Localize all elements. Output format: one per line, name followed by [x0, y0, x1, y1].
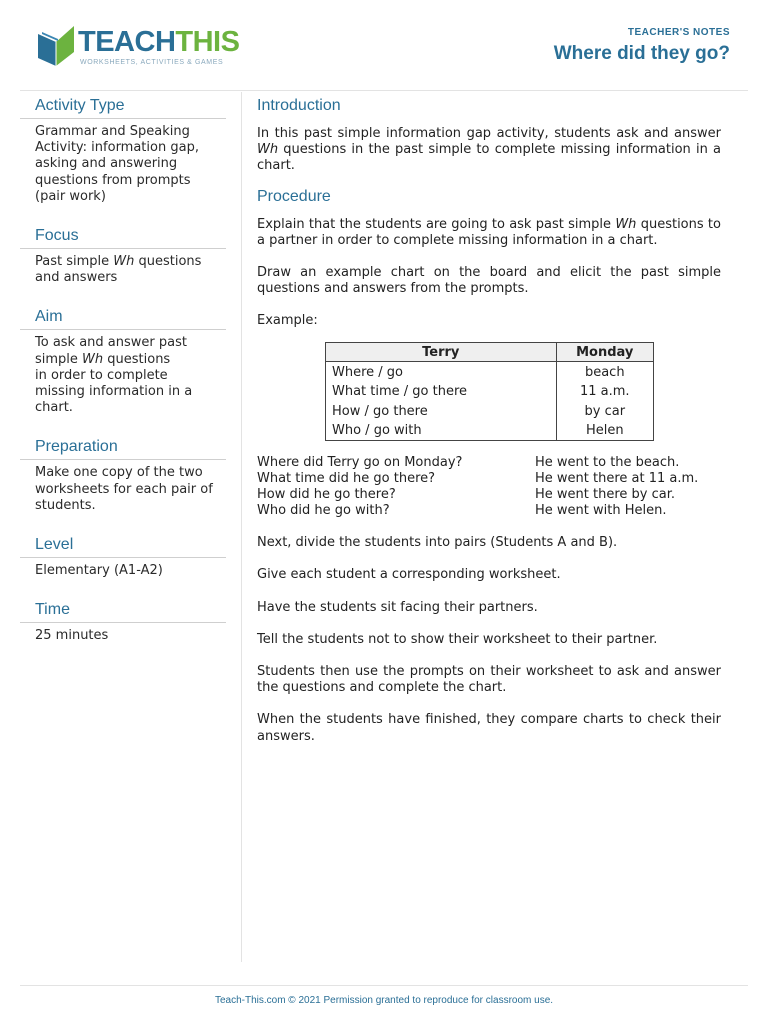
procedure-step: Give each student a corresponding worksheet. — [257, 567, 561, 583]
page-title: Where did they go? — [553, 43, 730, 64]
example-question: Where did Terry go on Monday? — [257, 455, 463, 471]
example-question: How did he go there? — [257, 486, 396, 502]
procedure-step: Students then use the prompts on their worksheet to ask and answer the questions and complete the chart. — [257, 664, 721, 696]
example-answer: He went to the beach. — [535, 455, 680, 471]
table-cell: Who / go with — [326, 421, 557, 441]
table-row — [326, 382, 654, 402]
table-cell: by car — [556, 401, 653, 421]
example-label: Example: — [257, 313, 318, 329]
example-answer: He went there by car. — [535, 486, 676, 502]
focus-text: Past simple Wh questions and answers — [35, 254, 202, 286]
footer-divider — [20, 985, 748, 986]
level-section — [20, 535, 226, 579]
table-cell: How / go there — [326, 401, 557, 421]
preparation-text: Make one copy of the two worksheets for each pair of students. — [35, 465, 213, 513]
procedure-step: Have the students sit facing their partners. — [257, 599, 538, 615]
activity-type-heading: Activity Type — [20, 96, 226, 119]
procedure-step: When the students have finished, they compare charts to check their answers. — [257, 712, 721, 744]
teach-this-logo — [36, 22, 240, 72]
table-header-row — [326, 343, 654, 362]
introduction-heading: Introduction — [257, 97, 341, 114]
focus-section — [20, 226, 226, 286]
column-header: Monday — [556, 343, 653, 362]
time-section — [20, 600, 226, 644]
table-cell: Where / go — [326, 362, 557, 382]
table-row — [326, 401, 654, 421]
activity-type-text: Grammar and Speaking Activity: information gap, asking and answering questions from prompts (pair work) — [35, 124, 199, 204]
procedure-paragraph: Explain that the students are going to ask past simple Wh questions to a partner in order to complete missing information in a chart. — [257, 216, 721, 248]
table-cell: beach — [556, 362, 653, 382]
page-header — [0, 0, 768, 90]
table-cell: Helen — [556, 421, 653, 441]
logo-tagline: WORKSHEETS, ACTIVITIES & GAMES — [80, 59, 224, 66]
procedure-step: Next, divide the students into pairs (Students A and B). — [257, 535, 618, 551]
aim-text: To ask and answer past simple Wh questions in order to complete missing information in a chart. — [35, 335, 193, 416]
teachers-notes-label: TEACHER'S NOTES — [627, 27, 730, 38]
table-row — [326, 421, 654, 441]
sidebar — [20, 96, 226, 665]
introduction-text: In this past simple information gap activity, students ask and answer Wh questions in the past simple to complete missing information in a chart. — [257, 126, 721, 174]
example-question: What time did he go there? — [257, 471, 436, 487]
footer-copyright: Teach-This.com © 2021 Permission granted to reproduce for classroom use. — [214, 995, 554, 1006]
column-divider — [241, 92, 242, 962]
aim-heading: Aim — [20, 307, 226, 330]
time-text: 25 minutes — [35, 628, 109, 644]
preparation-section — [20, 437, 226, 514]
open-book-icon — [36, 22, 78, 68]
preparation-heading: Preparation — [20, 437, 226, 460]
table-cell: 11 a.m. — [556, 382, 653, 402]
time-heading: Time — [20, 600, 226, 623]
example-questions-answers — [257, 455, 721, 518]
aim-section — [20, 307, 226, 416]
focus-heading: Focus — [20, 226, 226, 249]
procedure-paragraph: Draw an example chart on the board and elicit the past simple questions and answers from the prompts. — [257, 265, 721, 297]
example-answer: He went there at 11 a.m. — [535, 471, 699, 487]
table-row — [326, 362, 654, 382]
level-text: Elementary (A1-A2) — [35, 563, 163, 579]
table-cell: What time / go there — [326, 382, 557, 402]
example-question: Who did he go with? — [257, 502, 390, 518]
example-chart — [325, 342, 654, 441]
example-answer: He went with Helen. — [535, 502, 667, 518]
header-divider — [20, 90, 748, 91]
column-header: Terry — [326, 343, 557, 362]
activity-type-section — [20, 96, 226, 205]
procedure-step: Tell the students not to show their worksheet to their partner. — [257, 631, 658, 647]
main-content — [257, 96, 721, 761]
logo-wordmark: TEACHTHIS — [78, 26, 240, 58]
procedure-heading: Procedure — [257, 187, 331, 205]
level-heading: Level — [20, 535, 226, 558]
